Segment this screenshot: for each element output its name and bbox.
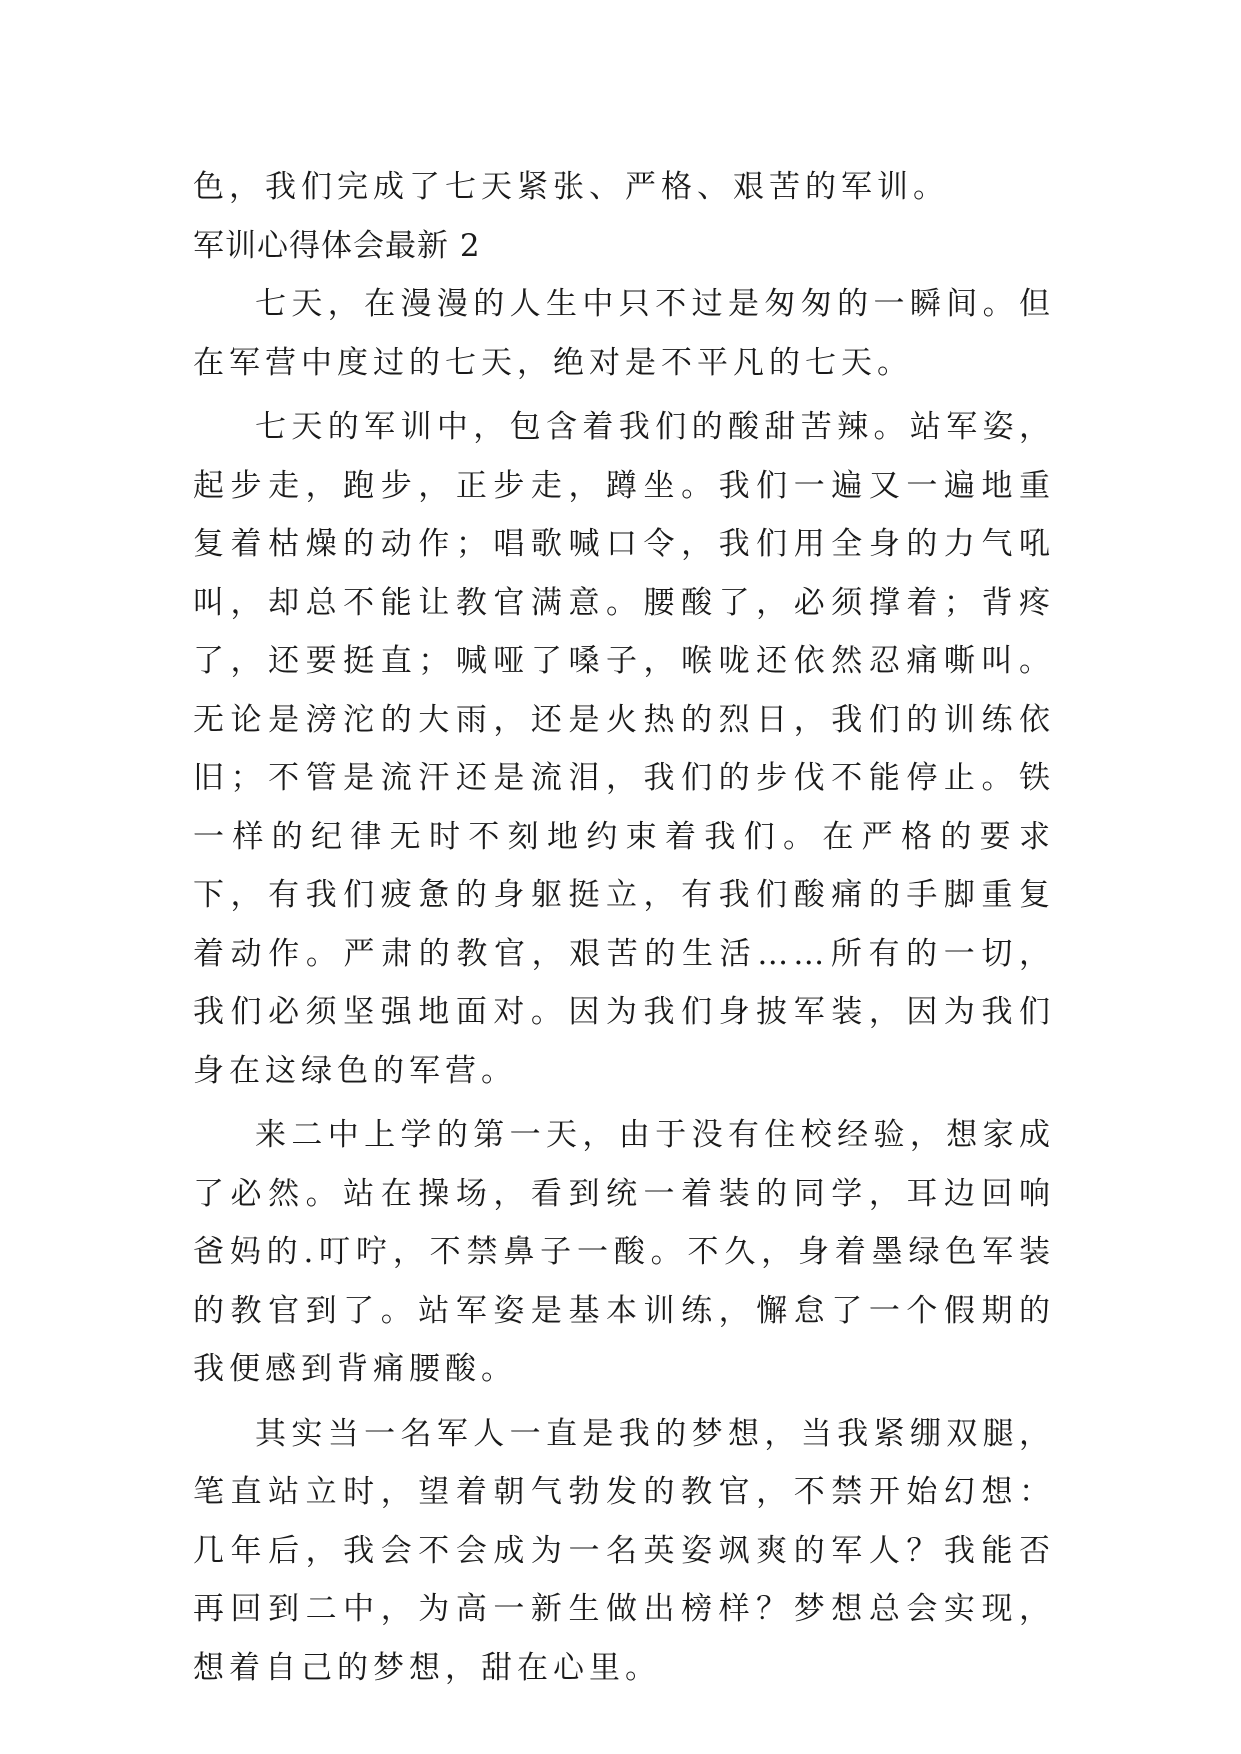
paragraph-3: 来二中上学的第一天，由于没有住校经验，想家成了必然。站在操场，看到统一着装的同学，耳边回响爸妈的.叮咛，不禁鼻子一酸。不久，身着墨绿色军装的教官到了。站军姿是基本训练，懈怠了一个假期的我便感到背痛腰酸。 (193, 1117, 1055, 1387)
continued-text-line: 色，我们完成了七天紧张、严格、艰苦的军训。 (193, 169, 949, 205)
paragraph-4: 其实当一名军人一直是我的梦想，当我紧绷双腿，笔直站立时，望着朝气勃发的教官，不禁开始幻想：几年后，我会不会成为一名英姿飒爽的军人？我能否再回到二中，为高一新生做出榜样？梦想总会实现，想着自己的梦想，甜在心里。 (193, 1415, 1055, 1686)
document-body (193, 158, 1055, 1697)
section-heading: 军训心得体会最新 2 (193, 227, 481, 264)
paragraph-1: 七天，在漫漫的人生中只不过是匆匆的一瞬间。但在军营中度过的七天，绝对是不平凡的七天。 (193, 286, 1055, 381)
paragraph-2: 七天的军训中，包含着我们的酸甜苦辣。站军姿，起步走，跑步，正步走，蹲坐。我们一遍又一遍地重复着枯燥的动作；唱歌喊口令，我们用全身的力气吼叫，却总不能让教官满意。腰酸了，必须撑着；背疼了，还要挺直；喊哑了嗓子，喉咙还依然忍痛嘶叫。无论是滂沱的大雨，还是火热的烈日，我们的训练依旧；不管是流汗还是流泪，我们的步伐不能停止。铁一样的纪律无时不刻地约束着我们。在严格的要求下，有我们疲惫的身躯挺立，有我们酸痛的手脚重复着动作。严肃的教官，艰苦的生活……所有的一切，我们必须坚强地面对。因为我们身披军装，因为我们身在这绿色的军营。 (193, 409, 1055, 1089)
